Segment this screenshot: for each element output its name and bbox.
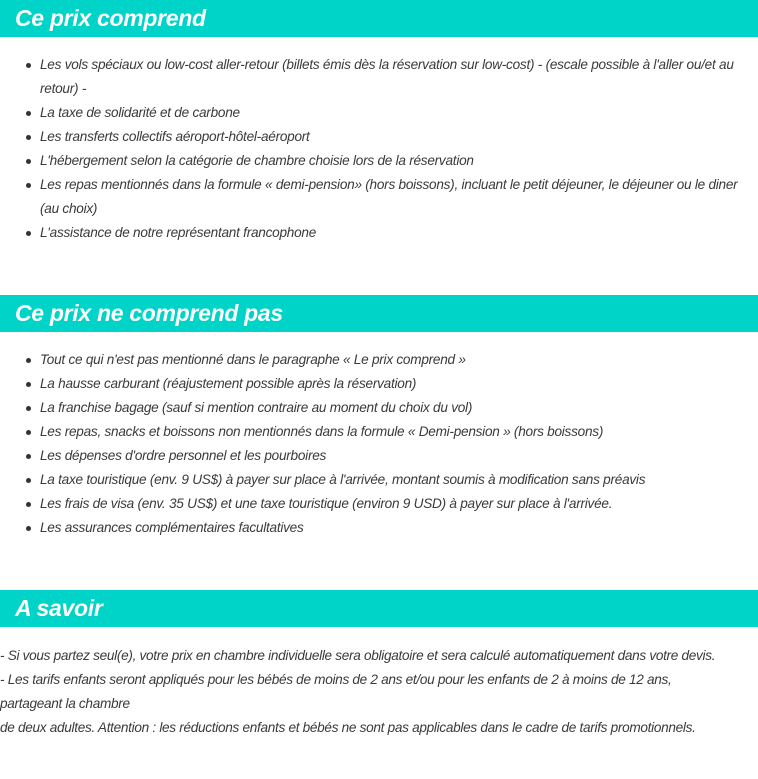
list-item: La hausse carburant (réajustement possible après la réservation) [40,372,758,396]
list-item: Les vols spéciaux ou low-cost aller-retour (billets émis dès la réservation sur low-cost) - (escale possible à l'aller ou/et au retour) - [40,53,758,101]
list-item: Les repas mentionnés dans la formule « demi-pension» (hors boissons), incluant le petit déjeuner, le déjeuner ou le diner (au choix) [40,173,758,221]
list-item: Les repas, snacks et boissons non mentionnés dans la formule « Demi-pension » (hors boissons) [40,420,758,444]
section-header-not-included: Ce prix ne comprend pas [0,295,758,332]
section-header-a-savoir: A savoir [0,590,758,627]
list-item: Les dépenses d'ordre personnel et les pourboires [40,444,758,468]
info-line: de deux adultes. Attention : les réductions enfants et bébés ne sont pas applicables dans le cadre de tarifs promotionnels. [0,720,696,735]
info-line: - Les tarifs enfants seront appliqués pour les bébés de moins de 2 ans et/ou pour les enfants de 2 à moins de 12 ans, partageant la chambre [0,672,672,711]
included-list [0,53,758,245]
list-item: Les assurances complémentaires facultatives [40,516,758,540]
list-item: Les frais de visa (env. 35 US$) et une taxe touristique (environ 9 USD) à payer sur place à l'arrivée. [40,492,758,516]
list-item: L'hébergement selon la catégorie de chambre choisie lors de la réservation [40,149,758,173]
section-header-included: Ce prix comprend [0,0,758,37]
list-item: L'assistance de notre représentant francophone [40,221,758,245]
list-item: La taxe de solidarité et de carbone [40,101,758,125]
list-item: Les transferts collectifs aéroport-hôtel-aéroport [40,125,758,149]
info-line: - Si vous partez seul(e), votre prix en chambre individuelle sera obligatoire et sera calculé automatiquement dans votre devis. [0,648,716,663]
not-included-list [0,348,758,540]
a-savoir-text [0,644,758,740]
list-item: La taxe touristique (env. 9 US$) à payer sur place à l'arrivée, montant soumis à modification sans préavis [40,468,758,492]
list-item: La franchise bagage (sauf si mention contraire au moment du choix du vol) [40,396,758,420]
list-item: Tout ce qui n'est pas mentionné dans le paragraphe « Le prix comprend » [40,348,758,372]
